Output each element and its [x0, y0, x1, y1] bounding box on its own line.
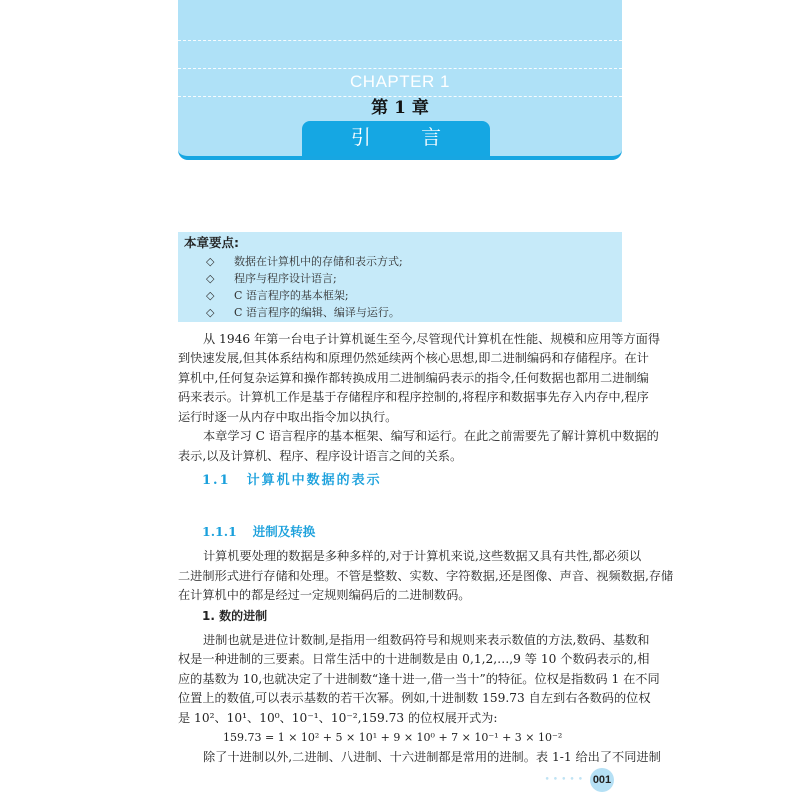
diamond-icon: ◇ — [206, 289, 215, 302]
text-line: 应的基数为 10,也就决定了十进制数“逢十进一,借一当十”的特征。位权是指数码 1 在不同 — [178, 672, 660, 686]
divider — [178, 68, 622, 69]
text-line: 位置上的数值,可以表示基数的若干次幂。例如,十进制数 159.73 自左到右各数码的位权 — [178, 691, 651, 705]
text-line: 表示,以及计算机、程序、程序设计语言之间的关系。 — [178, 449, 463, 463]
section-heading — [202, 472, 398, 490]
diamond-icon: ◇ — [206, 272, 215, 285]
subheading: 1. 数的进制 — [202, 609, 268, 623]
footer-dots: ••••• — [544, 775, 586, 785]
chapter-title: 引 言 — [302, 121, 490, 156]
divider — [178, 40, 622, 41]
chapter-label-en: CHAPTER 1 — [350, 72, 450, 91]
subsection-number: 1.1.1 — [202, 524, 237, 539]
key-point-text: 程序与程序设计语言; — [234, 272, 337, 285]
chapter-label-cn: 第 1 章 — [371, 98, 429, 118]
diamond-icon: ◇ — [206, 255, 215, 268]
text-line: 从 1946 年第一台电子计算机诞生至今,尽管现代计算机在性能、规模和应用等方面得 — [203, 332, 661, 346]
text-line: 到快速发展,但其体系结构和原理仍然延续两个核心思想,即二进制编码和存储程序。在计 — [178, 351, 649, 365]
key-point-text: 数据在计算机中的存储和表示方式; — [234, 255, 403, 268]
key-point-text: C 语言程序的基本框架; — [234, 289, 349, 302]
equation: 159.73 = 1 × 10² + 5 × 10¹ + 9 × 10⁰ + 7 × 10⁻¹ + 3 × 10⁻² — [223, 731, 563, 744]
text-line: 运行时逐一从内存中取出指令加以执行。 — [178, 410, 398, 424]
key-point-item — [206, 306, 400, 320]
key-point-text: C 语言程序的编辑、编译与运行。 — [234, 306, 400, 319]
subsection-heading — [202, 523, 331, 540]
text-line: 码来表示。计算机工作是基于存储程序和程序控制的,将程序和数据事先存入内存中,程序 — [178, 390, 649, 404]
text-line: 在计算机中的都是经过一定规则编码后的二进制数码。 — [178, 588, 471, 602]
text-line: 除了十进制以外,二进制、八进制、十六进制都是常用的进制。表 1-1 给出了不同进制 — [203, 750, 661, 764]
page-number: 001 — [590, 768, 614, 792]
text-line: 权是一种进制的三要素。日常生活中的十进制数是由 0,1,2,…,9 等 10 个数码表示的,相 — [178, 652, 650, 666]
text-line: 二进制形式进行存储和处理。不管是整数、实数、字符数据,还是图像、声音、视频数据,存储 — [178, 569, 674, 583]
text-line: 计算机要处理的数据是多种多样的,对于计算机来说,这些数据又具有共性,都必须以 — [203, 549, 642, 563]
section-title: 计算机中数据的表示 — [246, 473, 382, 488]
diamond-icon: ◇ — [206, 306, 215, 319]
key-point-item — [206, 289, 349, 303]
section-number: 1.1 — [202, 473, 231, 488]
text-line: 算机中,任何复杂运算和操作都转换成用二进制编码表示的指令,任何数据也都用二进制编 — [178, 371, 649, 385]
key-point-item — [206, 255, 403, 269]
text-line: 进制也就是进位计数制,是指用一组数码符号和规则来表示数值的方法,数码、基数和 — [203, 633, 650, 647]
divider — [178, 96, 622, 97]
key-points-box — [178, 232, 622, 322]
key-points-title: 本章要点: — [184, 235, 239, 250]
subsection-title: 进制及转换 — [252, 524, 316, 539]
text-line: 是 10²、10¹、10⁰、10⁻¹、10⁻²,159.73 的位权展开式为: — [178, 711, 498, 725]
key-point-item — [206, 272, 337, 286]
chapter-header — [178, 0, 622, 160]
text-line: 本章学习 C 语言程序的基本框架、编写和运行。在此之前需要先了解计算机中数据的 — [203, 429, 659, 443]
